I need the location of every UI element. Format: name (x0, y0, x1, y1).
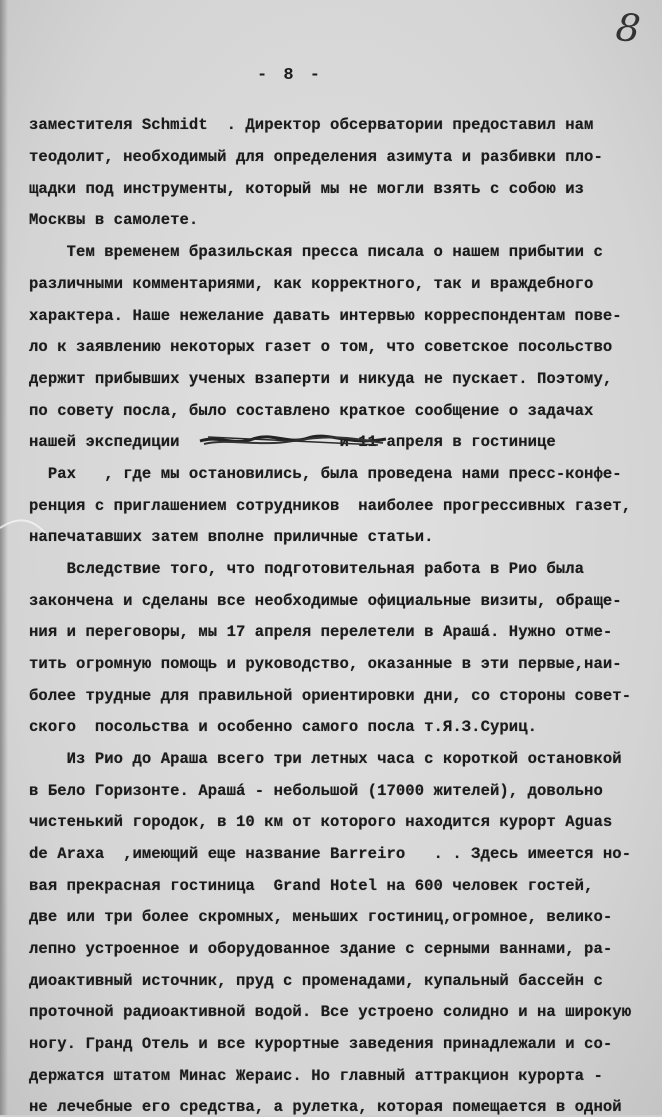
text-line: заместителя Schmidt . Директор обсерватории предоставил нам (29, 116, 594, 134)
text-line: различными комментариями, как корректного, так и враждебного (29, 275, 594, 293)
text-line: напечатавших затем вполне приличные статьи. (29, 528, 434, 546)
text-line: держатся штатом Минас Жераис. Но главный аттракцион курорта - (29, 1067, 603, 1085)
text-line: Тем временем бразильская пресса писала о нашем прибытии с (29, 243, 603, 261)
text-line: диоактивный источник, пруд с променадами, купальный бассейн с (29, 972, 603, 990)
text-line: щадки под инструменты, который мы не могли взять с собою из (29, 180, 585, 198)
text-line: Из Рио до Араша всего три летных часа с короткой остановкой (29, 750, 622, 768)
text-line: Pax , где мы остановились, была проведена нами пресс-конфе- (29, 465, 622, 483)
text-line: по совету посла, было составлено краткое сообщение о задачах (29, 402, 594, 420)
text-line: проточной радиоактивной водой. Все устроено солидно и на широкую (29, 1003, 632, 1021)
text-line: более трудные для правильной ориентировки дни, со стороны совет- (29, 687, 632, 705)
handwritten-page-number: 8 (613, 4, 643, 52)
text-line: лепно устроенное и оборудованное здание с серными ваннами, ра- (29, 940, 613, 958)
text-line: нашей экспедиции и 11 апреля в гостинице (29, 433, 556, 451)
text-line: в Бело Горизонте. Арашá - небольшой (17000 жителей), довольно (29, 782, 603, 800)
text-line: теодолит, необходимый для определения азимута и разбивки пло- (29, 148, 603, 166)
text-line: ренция с приглашением сотрудников наиболее прогрессивных газет, (29, 497, 632, 515)
crossed-out-text (198, 432, 388, 450)
page-number: - 8 - (257, 66, 324, 85)
text-line: ногу. Гранд Отель и все курортные заведения принадлежали и со- (29, 1035, 613, 1053)
text-line: Вследствие того, что подготовительная работа в Рио была (29, 560, 585, 578)
text-line: не лечебные его средства, а рулетка, которая помещается в одной (29, 1098, 622, 1116)
text-line: характера. Наше нежелание давать интервью корреспондентам пове- (29, 307, 622, 325)
scan-smudge (0, 498, 60, 548)
text-line: чистенький городок, в 10 км от которого находится курорт Aguas (29, 813, 613, 831)
text-line: ния и переговоры, мы 17 апреля перелетели в Арашá. Нужно отме- (29, 623, 613, 641)
text-line: тить огромную помощь и руководство, оказанные в эти первые,наи- (29, 655, 622, 673)
text-line: ло к заявлению некоторых газет о том, что советское посольство (29, 338, 613, 356)
text-line: Москвы в самолете. (29, 211, 199, 229)
text-line: закончена и сделаны все необходимые официальные визиты, обраще- (29, 592, 622, 610)
text-line: ского посольства и особенно самого посла т.Я.З.Суриц. (29, 718, 538, 736)
text-line: держит прибывших ученых взаперти и никуда не пускает. Поэтому, (29, 370, 613, 388)
text-line: de Araxa ,имеющий еще название Barreiro . . Здесь имеется но- (29, 845, 632, 863)
text-line: вая прекрасная гостиница Grand Hotel на 600 человек гостей, (29, 877, 594, 895)
text-line: две или три более скромных, меньших гостиниц,огромное, велико- (29, 908, 613, 926)
